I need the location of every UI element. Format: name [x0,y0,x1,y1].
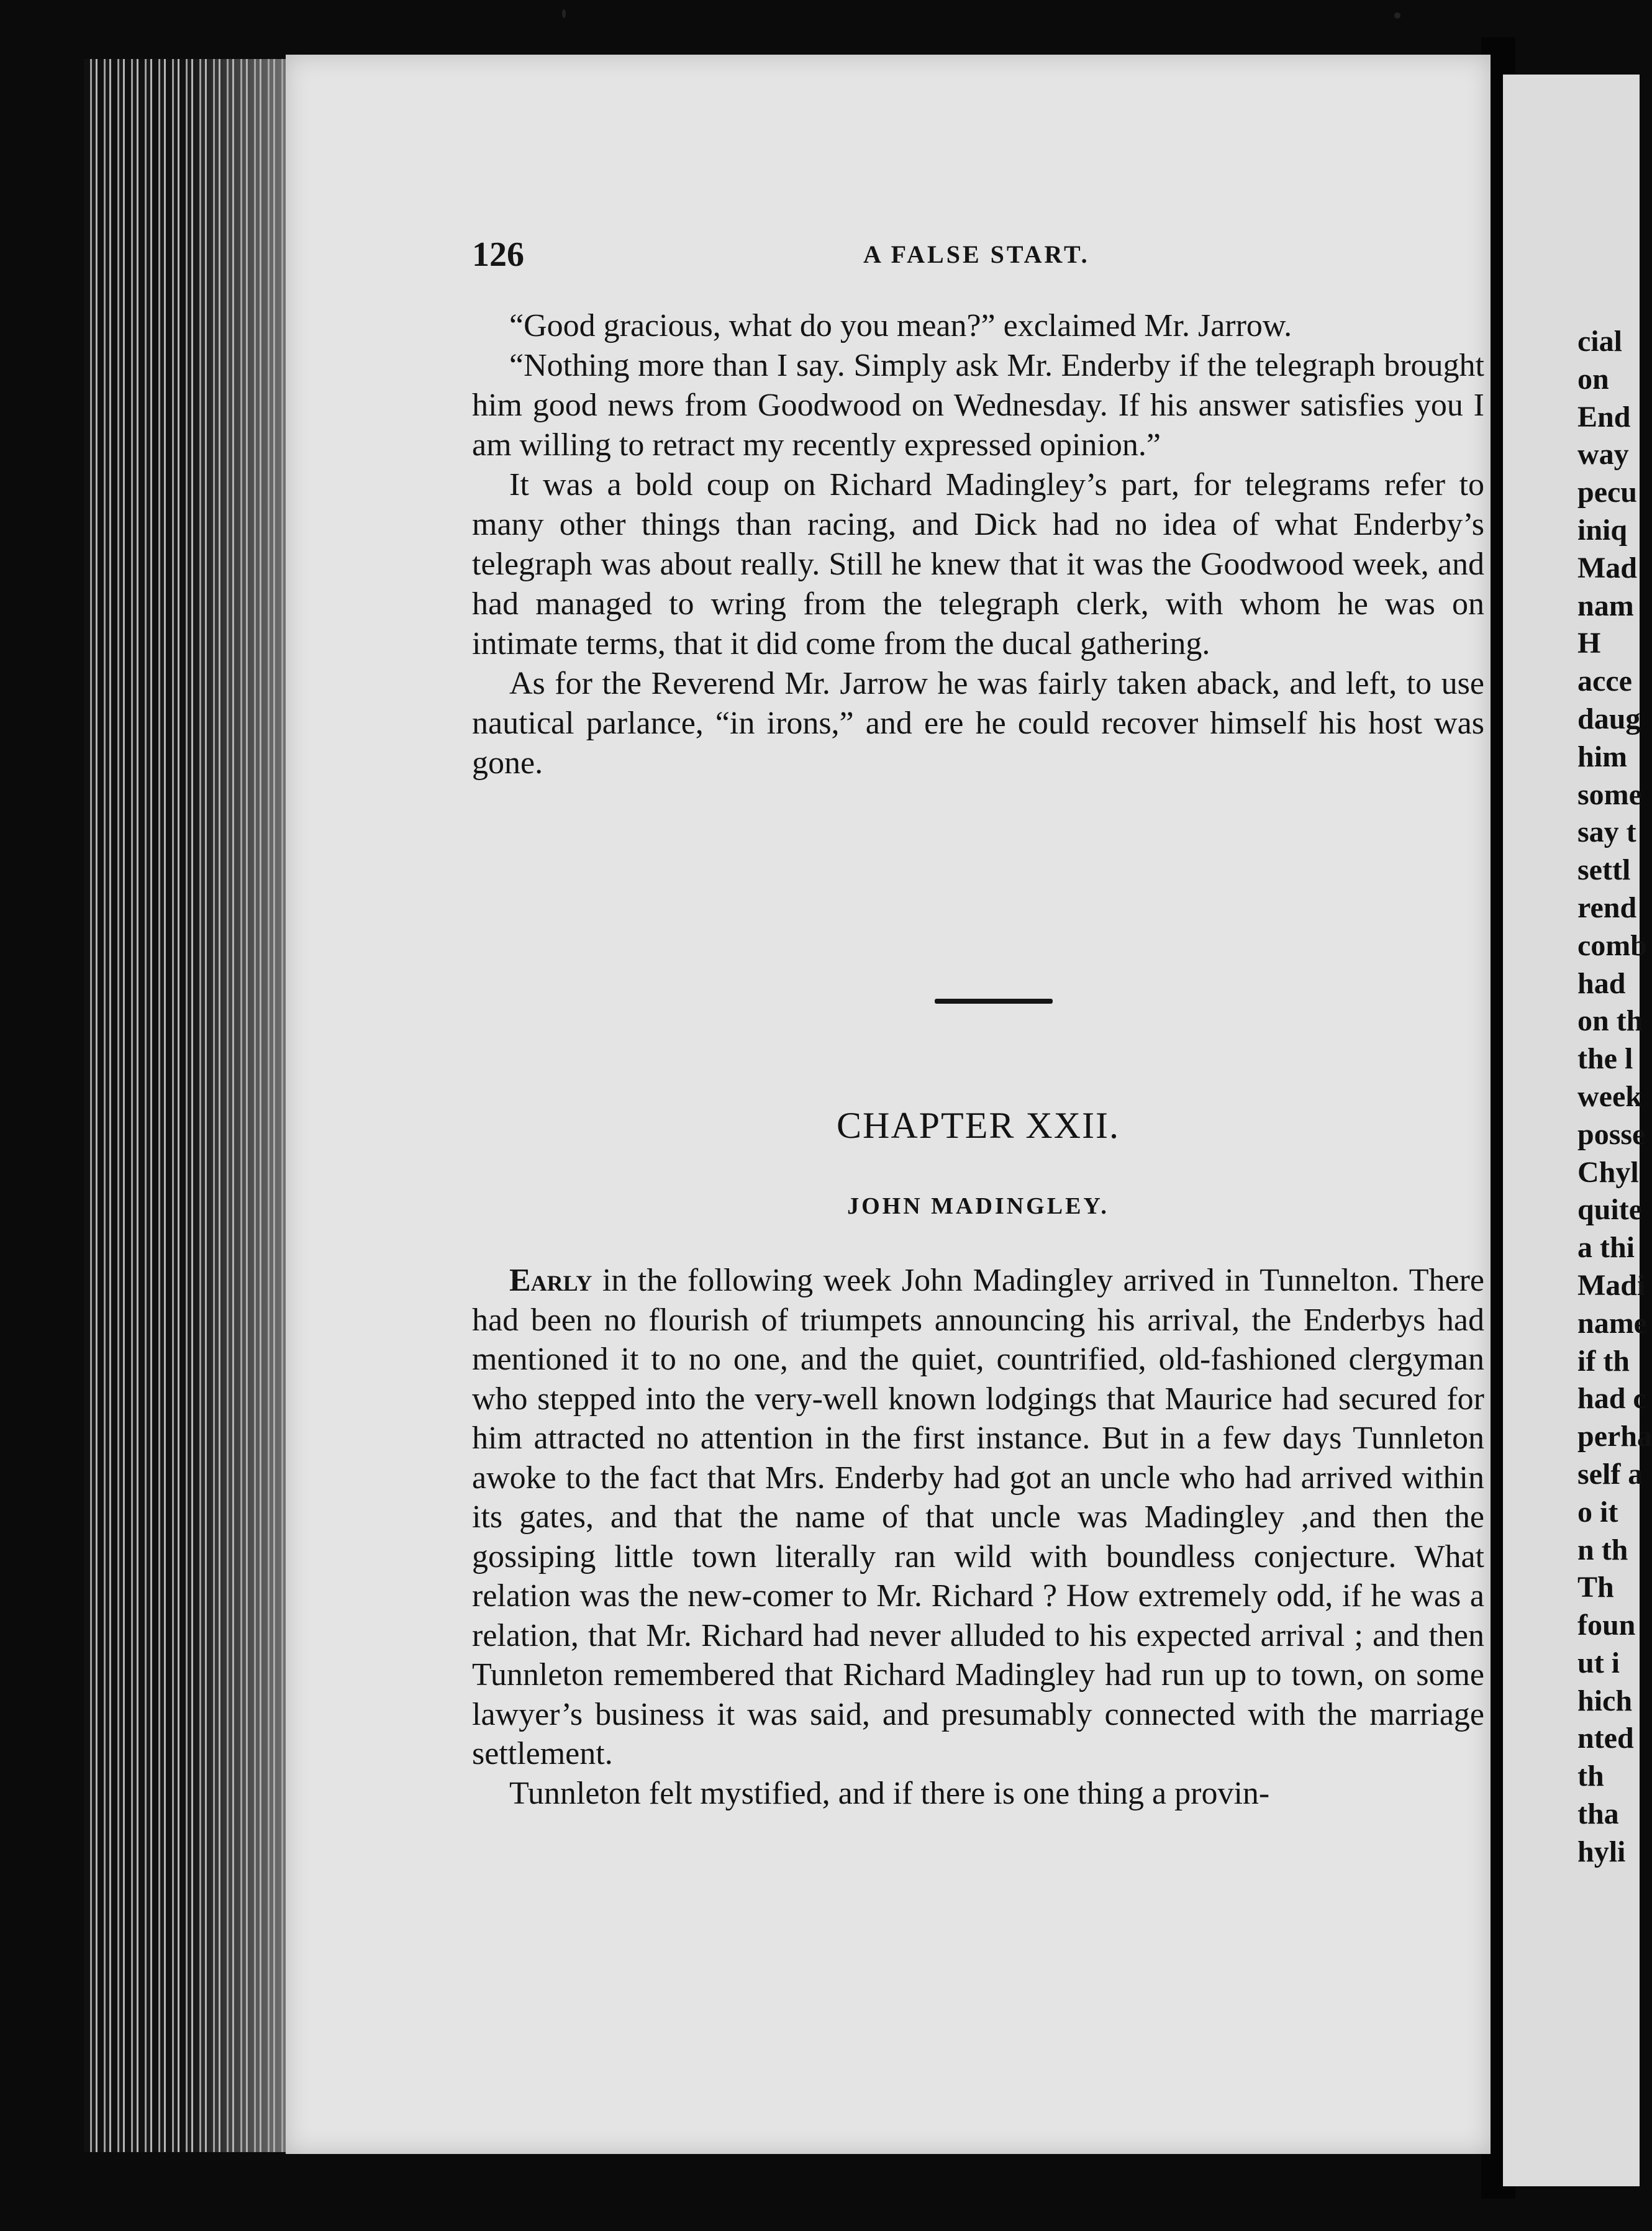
paragraph: It was a bold coup on Richard Madingley’s part, for telegrams refer to many other things than racing, and Dick had no idea of what Enderby’s telegraph was about really. Still he knew that it was the Goodwood week, and had managed to wring from the telegraph clerk, with whom he was on intimate terms, that it did come from the ducal gathering. [472,467,1484,661]
facing-page-line: Th [1577,1571,1614,1604]
facing-page-text [1577,323,1652,1871]
page-edge-shading [186,59,292,2152]
paragraph: As for the Reverend Mr. Jarrow he was fairly taken aback, and left, to use nautical parlance, “in irons,” and ere he could recover himself his host was gone. [472,666,1484,781]
facing-page-line: quite [1577,1193,1643,1227]
facing-page-line: way [1577,438,1629,471]
facing-page-line: comb [1577,929,1647,962]
page-number: 126 [472,235,524,274]
facing-page-line: foun [1577,1609,1636,1642]
facing-page-line: on th [1577,1004,1643,1038]
facing-page-line: on [1577,362,1609,396]
chapter-title: CHAPTER XXII. [837,1105,1120,1146]
facing-page-line: settl [1577,853,1631,887]
scan-speck [1394,12,1400,19]
facing-page-line: daug [1577,702,1641,735]
paragraph: “Nothing more than I say. Simply ask Mr. Enderby if the telegraph brought him good news from Goodwood on Wednesday. If his answer satisfies you I am willing to retract my recently expressed opinion.” [472,348,1484,463]
scan-speck [562,9,566,18]
facing-page-line: Madi [1577,1268,1646,1302]
facing-page-line: cial [1577,325,1622,358]
facing-page-line: rend [1577,891,1637,924]
facing-page-line: say t [1577,816,1636,849]
facing-page-line: a thi [1577,1231,1635,1265]
facing-page-line: name [1577,1306,1647,1340]
facing-page-line: some [1577,778,1642,811]
facing-page-line: nam [1577,589,1634,622]
chapter-subtitle: JOHN MADINGLEY. [847,1193,1109,1219]
facing-page-line: had c [1577,1382,1646,1415]
facing-page-line: Chyl [1577,1155,1639,1189]
facing-page-line: End [1577,400,1631,434]
text-section-1 [472,306,1484,783]
drop-word: Early [509,1263,592,1298]
facing-page-line: n th [1577,1533,1628,1566]
page-header [472,235,1118,272]
facing-page-line: him [1577,740,1628,773]
facing-page-line: perha [1577,1420,1652,1453]
facing-page-line: the l [1577,1042,1633,1076]
facing-page-line: H [1577,627,1601,660]
paragraph: “Good gracious, what do you mean?” exclaimed Mr. Jarrow. [509,308,1292,343]
facing-page-line: pecu [1577,476,1637,509]
section-divider [935,999,1053,1004]
facing-page-line: o it [1577,1495,1618,1529]
paragraph [472,1261,1484,1774]
facing-page-line: nted [1577,1722,1634,1755]
facing-page-line: had [1577,966,1626,1000]
text-section-2 [472,1261,1484,1813]
paragraph: Tunnleton felt mystified, and if there is one thing a provin- [509,1775,1270,1811]
facing-page-line: iniq [1577,513,1628,547]
facing-page-line: self a [1577,1457,1643,1491]
facing-page-line: hich [1577,1684,1633,1717]
facing-page-line: Mad [1577,551,1637,584]
facing-page-line: ut i [1577,1646,1620,1679]
facing-page-line: tha [1577,1797,1619,1831]
running-head: A FALSE START. [863,240,1090,268]
facing-page-line: hyli [1577,1835,1626,1868]
paragraph-text: in the following week John Madingley arrived in Tunnelton. There had been no flourish of triumpets announcing his arrival, the Enderbys had mentioned it to no one, and the quiet, countrified, old-fashioned clergyman who stepped into the very-well known lodgings that Maurice had secured for him attracted no attention in the first instance. But in a few days Tunnleton awoke to the fact that Mrs. Enderby had got an uncle who had arrived within its gates, and that the name of that uncle was Madingley ,and then the gossiping little town literally ran wild with boundless conjecture. What relation was the new-comer to Mr. Richard ? How extremely odd, if he was a relation, that Mr. Richard had never alluded to his expected arrival ; and then Tunnleton remembered that Richard Madingley had run up to town, on some lawyer’s business it was said, and presumably connected with the marriage settlement. [472,1263,1484,1771]
facing-page-line: acce [1577,665,1632,698]
facing-page-line: posse [1577,1117,1646,1151]
facing-page-line: th [1577,1760,1604,1793]
facing-page-line: if th [1577,1344,1630,1378]
facing-page-line: week [1577,1079,1642,1113]
